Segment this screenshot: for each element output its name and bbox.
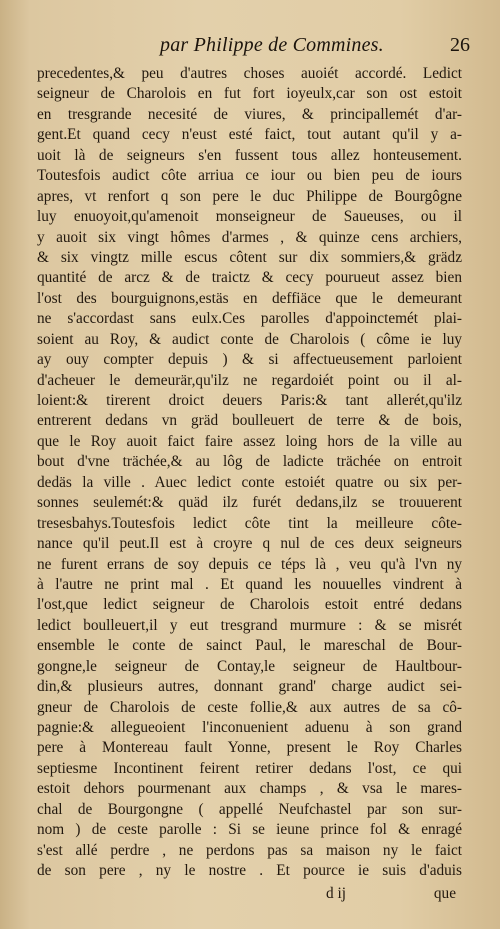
text-line: pagnie:& allegueoient l'inconuenient aduenu à son grand: [37, 719, 462, 736]
text-line: ledict boulleuert,il y eut tresgrand murmure : & se misrét: [37, 616, 462, 634]
text-line: que le Roy auoit faict faire assez loing hors de la ville au: [37, 432, 462, 450]
text-line: uoit là de seigneurs s'en fussent tous allez honteusement.: [37, 146, 462, 164]
page-header: [160, 34, 470, 60]
page-number: 26: [450, 34, 470, 56]
text-line: precedentes,& peu d'autres choses auoiét accordé. Ledict: [37, 65, 462, 82]
text-line: apres, vt renfort q son pere le duc Philippe de Bourgôgne: [37, 187, 462, 205]
text-line: nom ) de ceste parolle : Si se ieune prince fol & enragé: [37, 821, 462, 839]
text-line: entrerent dedans vn gräd boulleuert de terre & de bois,: [37, 412, 462, 430]
text-line: din,& plusieurs autres, donnant grand' charge audict sei-: [37, 678, 462, 696]
text-line: seigneur de Charolois en fut fort ioyeulx,car son ost estoit: [37, 85, 462, 103]
catchword: que: [433, 885, 456, 902]
text-line: gent.Et quand cecy n'eust esté faict, tout autant qu'il y a-: [37, 126, 462, 144]
body-text: [37, 64, 462, 882]
text-line: tresesbahys.Toutesfois ledict côte tint la meilleure côte-: [37, 514, 462, 532]
text-line: quantité de arcz & de traictz & cecy pourueut assez bien: [37, 269, 462, 287]
text-line: en tresgrande necesité de viures, & principallemét d'ar-: [37, 105, 462, 123]
text-line: pere à Montereau fault Yonne, present le Roy Charles: [37, 739, 462, 757]
text-line: dedäs la ville . Auec ledict conte estoiét quatre ou six per-: [37, 473, 462, 491]
text-line: ne furent errans de soy depuis ce téps là , veu qu'à l'vn ny: [37, 555, 462, 573]
text-line: estoit dehors pourmenant aux champs , & vsa le mares-: [37, 780, 462, 798]
text-line: luy enuoyoit,qu'amenoit monseigneur de Saueuses, ou il: [37, 208, 462, 226]
text-line: nance qu'il peut.Il est à croyre q nul de ces deux seigneurs: [37, 535, 462, 553]
signature-mark: d ij: [326, 885, 346, 902]
text-line: bout d'vne trächée,& au lôg de ladicte trächée on entroit: [37, 453, 462, 471]
text-line: d'acheuer le demeurär,qu'ilz ne regardoiét point ou il al-: [37, 371, 462, 389]
running-head: par Philippe de Commines.: [160, 34, 384, 56]
text-line: gneur de Charolois de ceste follie,& aux autres de sa cô-: [37, 698, 462, 716]
text-line: l'ost,que ledict seigneur de Charolois estoit entré dedans: [37, 596, 462, 614]
text-line: de son pere , ny le nostre . Et pource ie suis d'aduis: [37, 862, 462, 880]
text-line: soient au Roy, & audict conte de Charolois ( côme ie luy: [37, 330, 462, 348]
text-line: ay ouy compter depuis ) & si affectueusement parloient: [37, 351, 462, 369]
text-line: à l'autre ne print mal . Et quand les nouuelles vindrent à: [37, 575, 462, 593]
text-line: l'ost des bourguignons,estäs en deffiäce que le demeurant: [37, 289, 462, 307]
page-footer: [326, 885, 456, 907]
text-line: ne s'accordast sans eulx.Ces parolles d'appoinctemét plai-: [37, 310, 462, 328]
text-line: & six vingtz mille escus côtent sur dix sommiers,& grädz: [37, 248, 462, 266]
text-line: y auoit six vingt hômes d'armes , & quinze cens archiers,: [37, 228, 462, 246]
text-line: sonnes seulemét:& quäd ilz furét dedans,ilz se trouuerent: [37, 494, 462, 512]
text-line: s'est allé perdre , ne perdons pas sa maison ny le faict: [37, 841, 462, 859]
text-line: ensemble le conte de sainct Paul, le mareschal de Bour-: [37, 637, 462, 655]
text-line: chal de Bourgongne ( appellé Neufchastel par son sur-: [37, 800, 462, 818]
text-line: loient:& tirerent droict deuers Paris:& tant allerét,qu'ilz: [37, 392, 462, 409]
text-line: septiesme Incontinent feirent retirer dedans l'ost, ce qui: [37, 759, 462, 777]
text-line: gongne,le seigneur de Contay,le seigneur de Haultbour-: [37, 657, 462, 675]
text-line: Toutesfois audict côte arriua ce iour ou bien peu de iours: [37, 167, 462, 185]
